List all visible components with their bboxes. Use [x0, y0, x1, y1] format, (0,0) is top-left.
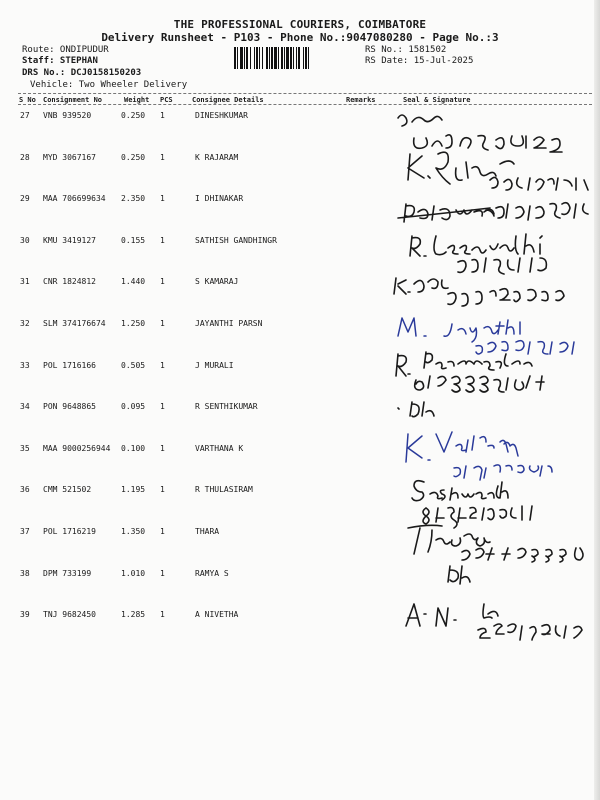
row-consignment-no: PON 9648865 [43, 402, 96, 412]
row-consignment-no: TNJ 9682450 [43, 610, 96, 620]
row-consignee: THARA [195, 527, 220, 536]
drs-number: DRS No.: DCJ0158150203 [22, 68, 142, 78]
table-row [0, 402, 600, 422]
barcode-bar [262, 47, 263, 69]
row-weight: 1.250 [121, 319, 146, 328]
row-consignee: SATHISH GANDHINGR [195, 235, 277, 245]
company-title: THE PROFESSIONAL COURIERS, COIMBATORE [173, 18, 427, 31]
barcode-bar [269, 47, 270, 69]
row-pcs: 1 [160, 319, 165, 328]
row-consignee: R THULASIRAM [195, 485, 253, 495]
barcode-bar [278, 47, 279, 69]
col-header-consignee: Consignee Details [192, 96, 264, 104]
row-consignment-no: MYD 3067167 [43, 152, 96, 162]
row-weight: 0.250 [121, 152, 146, 162]
row-weight: 0.250 [121, 111, 146, 120]
row-weight: 0.095 [121, 402, 146, 412]
row-sno: 32 [20, 319, 30, 328]
table-row [0, 236, 600, 256]
scan-edge [594, 0, 600, 800]
row-sno: 35 [20, 443, 30, 453]
row-pcs: 1 [160, 194, 165, 204]
table-row [0, 319, 600, 339]
vehicle-label: Vehicle: Two Wheeler Delivery [30, 80, 188, 90]
row-sno: 36 [20, 485, 30, 495]
table-row [0, 444, 600, 464]
barcode-bar [234, 47, 236, 69]
header-rule-bottom [18, 104, 592, 105]
barcode-bar [298, 47, 300, 69]
row-consignee: JAYANTHI PARSN [195, 319, 263, 328]
row-weight: 1.440 [121, 277, 146, 287]
col-header-remarks: Remarks [346, 96, 376, 104]
barcode-bar [259, 47, 260, 69]
table-row [0, 485, 600, 505]
barcode-bar [244, 47, 245, 69]
row-consignment-no: SLM 374176674 [43, 319, 106, 328]
row-consignee: VARTHANA K [195, 443, 244, 453]
header-rule-top [18, 93, 592, 94]
col-header-sno: S No [19, 96, 36, 104]
row-consignee: J MURALI [195, 360, 234, 370]
row-pcs: 1 [160, 610, 165, 620]
row-sno: 31 [20, 277, 30, 287]
col-header-seal: Seal & Signature [403, 96, 471, 104]
barcode [233, 47, 357, 69]
barcode-bar [237, 47, 238, 69]
row-sno: 37 [20, 527, 30, 536]
row-pcs: 1 [160, 111, 165, 120]
barcode-bar [250, 47, 251, 69]
col-header-pcs: PCS [160, 96, 173, 104]
row-consignee: I DHINAKAR [195, 194, 244, 204]
row-sno: 29 [20, 194, 30, 204]
row-pcs: 1 [160, 568, 165, 578]
row-consignee: RAMYA S [195, 568, 229, 578]
runsheet-title: Delivery Runsheet - P103 - Phone No.:9047080280 - Page No.:3 [101, 31, 499, 44]
rs-number: RS No.: 1581502 [365, 45, 447, 55]
table-row [0, 569, 600, 589]
barcode-bar [293, 47, 294, 69]
row-consignee: A NIVETHA [195, 610, 239, 620]
row-consignment-no: VNB 939520 [43, 111, 92, 120]
row-consignment-no: POL 1716166 [43, 360, 96, 370]
row-weight: 2.350 [121, 194, 146, 204]
table-row [0, 277, 600, 297]
barcode-bar [281, 47, 283, 69]
barcode-bar [308, 47, 309, 69]
row-consignee: S KAMARAJ [195, 277, 239, 287]
barcode-bar [266, 47, 268, 69]
row-sno: 34 [20, 402, 30, 412]
row-sno: 33 [20, 360, 30, 370]
row-consignment-no: MAA 9000256944 [43, 443, 111, 453]
row-weight: 1.195 [121, 485, 146, 495]
barcode-bar [254, 47, 255, 69]
row-consignment-no: CNR 1824812 [43, 277, 96, 287]
barcode-bar [305, 47, 307, 69]
table-row [0, 361, 600, 381]
barcode-bar [284, 47, 285, 69]
table-row [0, 111, 600, 131]
row-consignee: DINESHKUMAR [195, 111, 248, 120]
row-sno: 28 [20, 152, 30, 162]
table-row [0, 194, 600, 214]
barcode-bar [290, 47, 292, 69]
barcode-bar [286, 47, 289, 69]
row-weight: 0.505 [121, 360, 146, 370]
staff-label: Staff: STEPHAN [22, 56, 98, 66]
row-pcs: 1 [160, 152, 165, 162]
barcode-bar [256, 47, 258, 69]
rs-date: RS Date: 15-Jul-2025 [365, 56, 474, 66]
row-weight: 1.350 [121, 527, 146, 536]
barcode-bar [240, 47, 243, 69]
row-pcs: 1 [160, 360, 165, 370]
row-pcs: 1 [160, 443, 165, 453]
barcode-bar [246, 47, 248, 69]
row-consignment-no: CMM 521502 [43, 485, 92, 495]
table-row [0, 527, 600, 547]
col-header-consignment: Consignment No [43, 96, 103, 104]
row-pcs: 1 [160, 527, 165, 536]
row-sno: 30 [20, 235, 30, 245]
barcode-bar [296, 47, 297, 69]
route-label: Route: ONDIPUDUR [22, 45, 109, 55]
col-header-weight: Weight [124, 96, 150, 104]
barcode-bar [271, 47, 273, 69]
table-row [0, 610, 600, 630]
row-consignee: R SENTHIKUMAR [195, 402, 258, 412]
row-pcs: 1 [160, 277, 165, 287]
row-consignee: K RAJARAM [195, 152, 239, 162]
row-sno: 38 [20, 568, 30, 578]
row-weight: 0.155 [121, 235, 146, 245]
row-consignment-no: KMU 3419127 [43, 235, 96, 245]
barcode-bar [303, 47, 304, 69]
row-weight: 0.100 [121, 443, 146, 453]
row-pcs: 1 [160, 235, 165, 245]
row-pcs: 1 [160, 485, 165, 495]
row-weight: 1.010 [121, 568, 146, 578]
row-pcs: 1 [160, 402, 165, 412]
row-weight: 1.285 [121, 610, 146, 620]
row-consignment-no: MAA 706699634 [43, 194, 106, 204]
row-consignment-no: POL 1716219 [43, 527, 96, 536]
table-row [0, 153, 600, 173]
barcode-bar [274, 47, 277, 69]
row-consignment-no: DPM 733199 [43, 568, 92, 578]
row-sno: 39 [20, 610, 30, 620]
row-sno: 27 [20, 111, 30, 120]
